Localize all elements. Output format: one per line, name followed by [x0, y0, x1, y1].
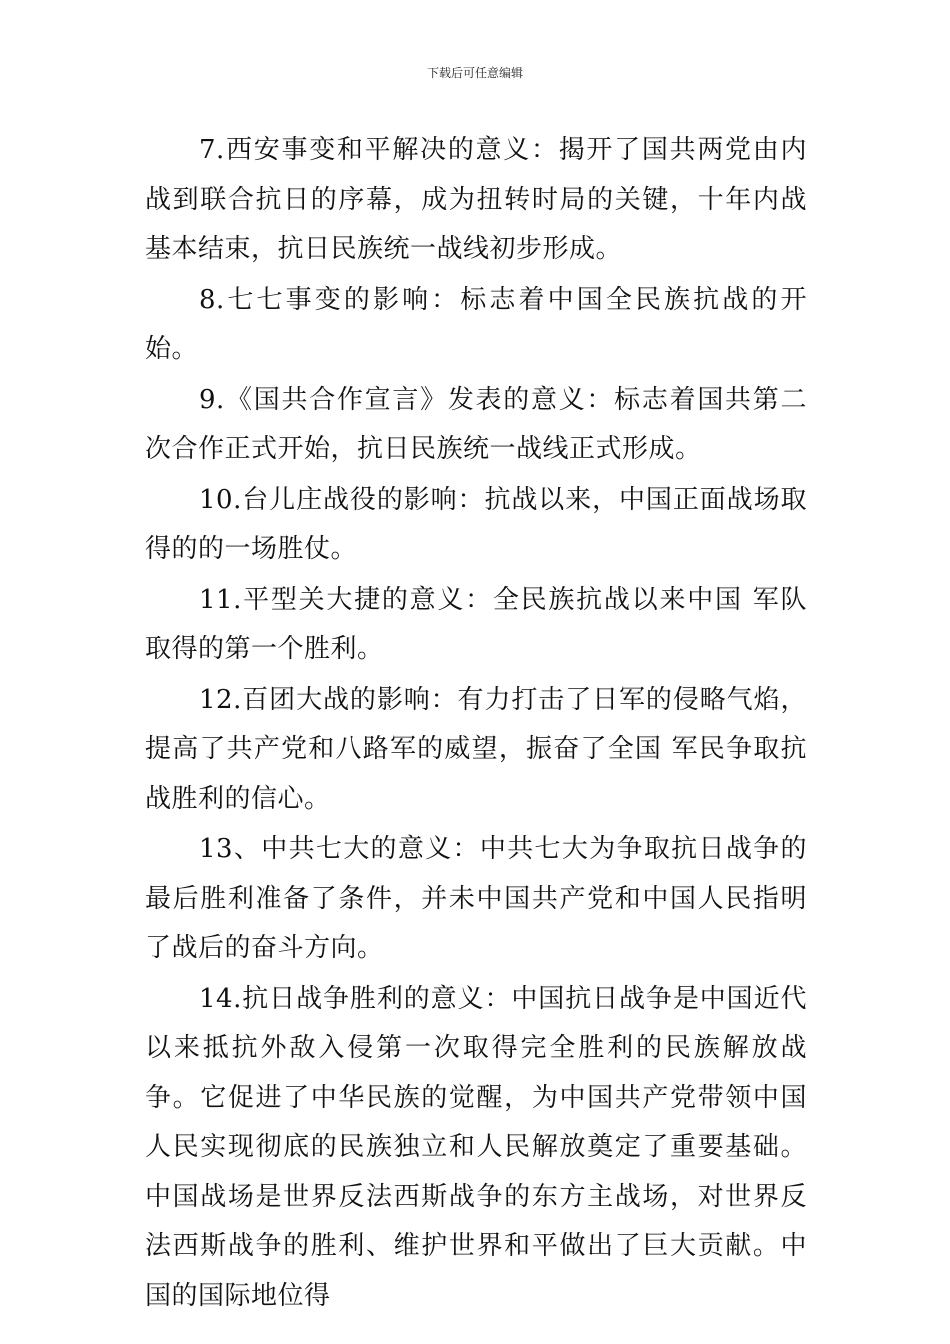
document-body — [145, 126, 807, 1322]
paragraph-8: 8.七七事变的影响：标志着中国全民族抗战的开始。 — [145, 284, 807, 364]
paragraph-9: 9.《国共合作宣言》发表的意义：标志着国共第二次合作正式开始，抗日民族统一战线正式形成。 — [145, 384, 807, 464]
paragraph-13: 13、中共七大的意义：中共七大为争取抗日战争的最后胜利准备了条件，并未中国共产党和中国人民指明了战后的奋斗方向。 — [145, 834, 807, 963]
page-header: 下载后可任意编辑 — [426, 66, 523, 80]
paragraph-10: 10.台儿庄战役的影响：抗战以来，中国正面战场取得的的一场胜仗。 — [145, 484, 807, 564]
paragraph-12: 12.百团大战的影响：有力打击了日军的侵略气焰，提高了共产党和八路军的威望，振奋了全国 军民争取抗战胜利的信心。 — [145, 684, 807, 814]
paragraph-7: 7.西安事变和平解决的意义：揭开了国共两党由内战到联合抗日的序幕，成为扭转时局的关键，十年内战基本结束，抗日民族统一战线初步形成。 — [145, 135, 807, 264]
paragraph-11: 11.平型关大捷的意义：全民族抗战以来中国 军队取得的第一个胜利。 — [145, 584, 807, 664]
paragraph-14: 14.抗日战争胜利的意义：中国抗日战争是中国近代以来抵抗外敌入侵第一次取得完全胜利的民族解放战争。它促进了中华民族的觉醒，为中国共产党带领中国人民实现彻底的民族独立和人民解放奠定了重要基础。中国战场是世界反法西斯战争的东方主战场，对世界反法西斯战争的胜利、维护世界和平做出了巨大贡献。中国的国际地位得 — [145, 983, 807, 1311]
